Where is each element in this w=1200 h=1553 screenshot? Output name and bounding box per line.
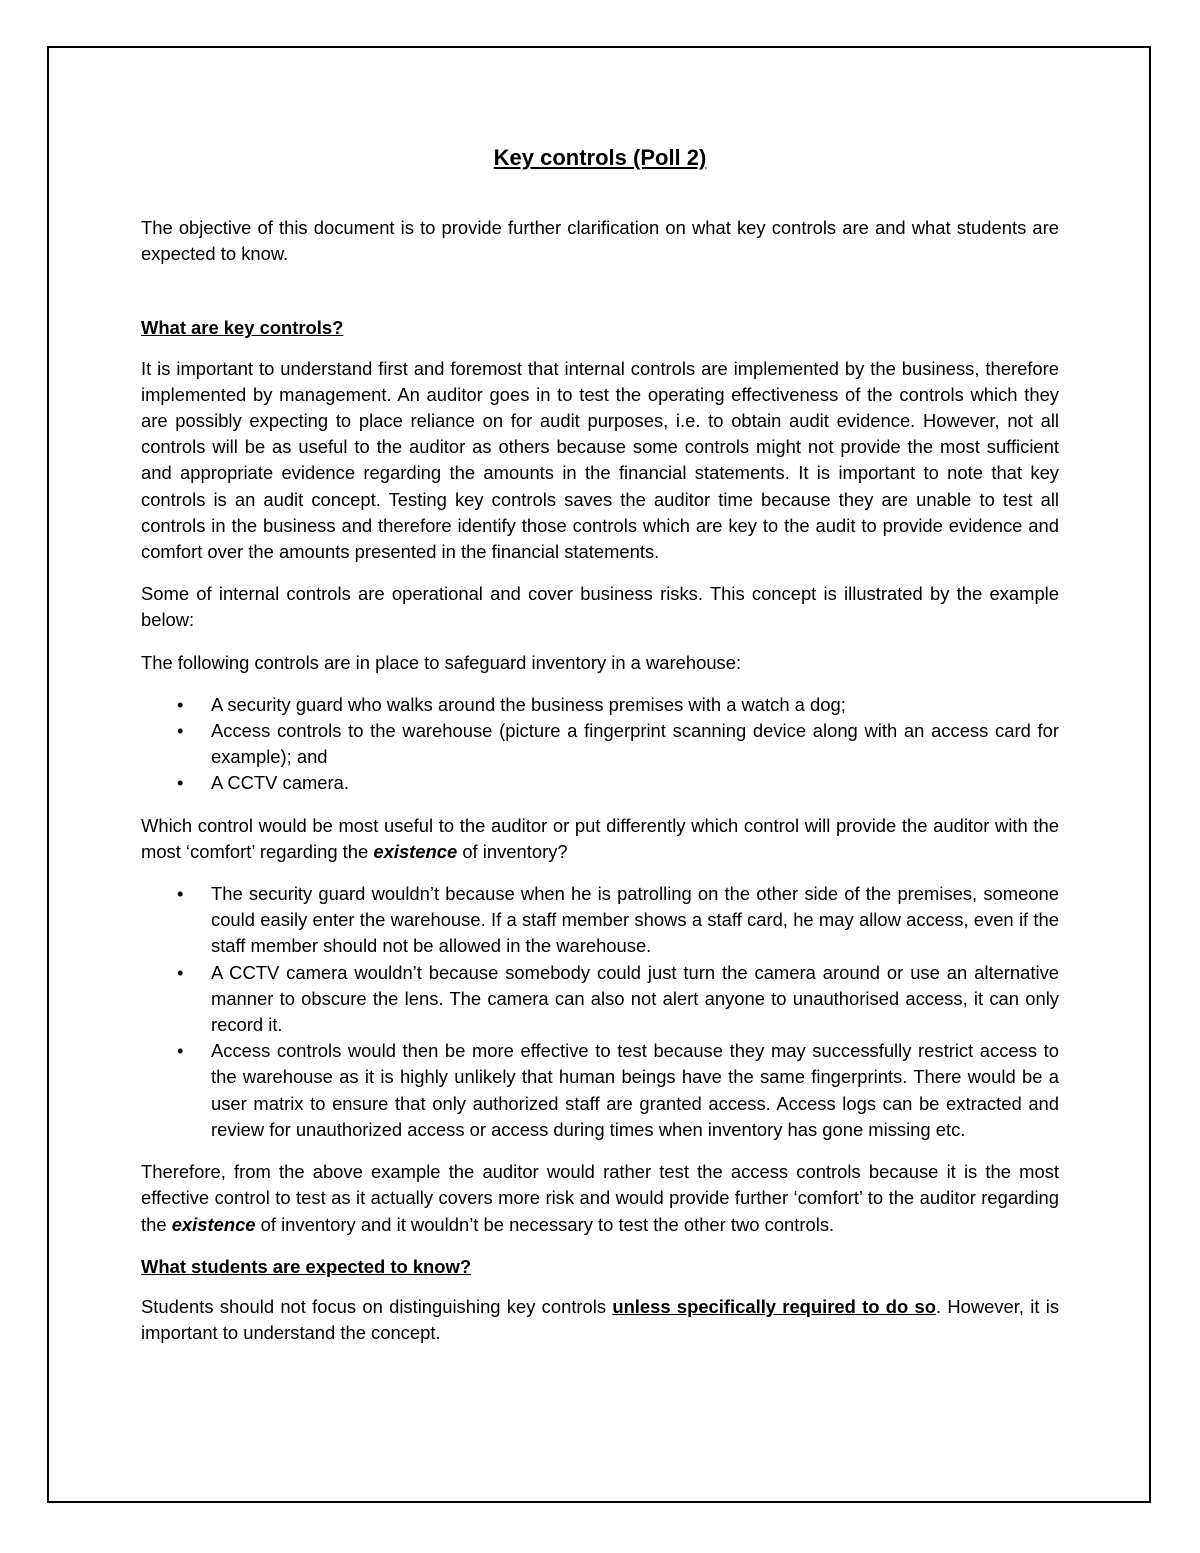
list-item: [141, 692, 1059, 718]
question-text-end: of inventory?: [457, 840, 568, 862]
list-item: [141, 718, 1059, 770]
expectations-text-end: . However, it is important to understand the concept.: [141, 1295, 1060, 1344]
expectations-emphasis: unless specifically required to do so: [612, 1295, 936, 1317]
expectations-paragraph: [141, 1294, 1059, 1346]
question-emphasis: existence: [373, 840, 458, 862]
list-item-text: A CCTV camera.: [211, 772, 349, 794]
key-controls-paragraph: It is important to understand first and foremost that internal controls are implemented by the business, therefore implemented by management. An auditor goes in to test the operating effectiveness of the controls which they are possibly expecting to place reliance on for audit purposes, i.e. to obtain audit evidence. However, not all controls will be as useful to the auditor as others because some controls might not provide the most sufficient and appropriate evidence regarding the amounts in the financial statements. It is important to note that key controls is an audit concept. Testing key controls saves the auditor time because they are unable to test all controls in the business and therefore identify those controls which are key to the audit to provide evidence and comfort over the amounts presented in the financial statements.: [141, 357, 1059, 563]
list-item-text: A security guard who walks around the business premises with a watch a dog;: [211, 693, 846, 715]
conclusion-text-start: Therefore, from the above example the auditor would rather test the access controls because it is the most effective control to test as it actually covers more risk and would provide further ‘comfort’ to the auditor regarding the: [141, 1161, 1059, 1235]
list-item: [141, 960, 1059, 1039]
list-item: [141, 881, 1059, 960]
conclusion-text-end: of inventory and it wouldn’t be necessary to test the other two controls.: [255, 1213, 835, 1235]
question-paragraph: [141, 813, 1059, 865]
conclusion-emphasis: existence: [171, 1213, 256, 1235]
answers-list: [141, 881, 1059, 1143]
intro-paragraph: The objective of this document is to provide further clarification on what key controls are and what students are expected to know.: [141, 217, 1059, 265]
bullet-icon: •: [177, 720, 184, 742]
expectations-text-start: Students should not focus on distinguishing key controls: [141, 1295, 613, 1317]
bullet-icon: •: [177, 772, 184, 794]
question-text-start: Which control would be most useful to the auditor or put differently which control will provide the auditor with the most ‘comfort’ regarding the: [141, 814, 1059, 862]
document-title: Key controls (Poll 2): [493, 145, 707, 170]
conclusion-paragraph: [141, 1159, 1059, 1238]
warehouse-controls-intro: The following controls are in place to safeguard inventory in a warehouse:: [141, 651, 742, 673]
controls-list: [141, 692, 1059, 797]
list-item-text: Access controls to the warehouse (picture a fingerprint scanning device along with an access card for example); and: [211, 720, 1059, 768]
bullet-icon: •: [177, 883, 184, 905]
bullet-icon: •: [177, 961, 184, 983]
document-body: [141, 143, 1059, 1362]
list-item-text: A CCTV camera wouldn’t because somebody could just turn the camera around or use an alternative manner to obscure the lens. The camera can also not alert anyone to unauthorised access, it can only record it.: [211, 961, 1059, 1036]
list-item: [141, 770, 1059, 796]
list-item-text: The security guard wouldn’t because when he is patrolling on the other side of the premises, someone could easily enter the warehouse. If a staff member shows a staff card, he may allow access, even if the staff member should not be allowed in the warehouse.: [211, 883, 1059, 957]
list-item-text: Access controls would then be more effective to test because they may successfully restrict access to the warehouse as it is highly unlikely that human beings have the same fingerprints. There would be a user matrix to ensure that only authorized staff are granted access. Access logs can be extracted and review for unauthorized access or access during times when inventory has gone missing etc.: [211, 1040, 1059, 1140]
bullet-icon: •: [177, 693, 184, 715]
operational-controls-paragraph: Some of internal controls are operational and cover business risks. This concept is illustrated by the example below:: [141, 583, 1059, 631]
bullet-icon: •: [177, 1040, 184, 1062]
section-heading-expectations: What students are expected to know?: [141, 1255, 472, 1277]
section-heading-key-controls: What are key controls?: [141, 317, 344, 339]
list-item: [141, 1038, 1059, 1143]
